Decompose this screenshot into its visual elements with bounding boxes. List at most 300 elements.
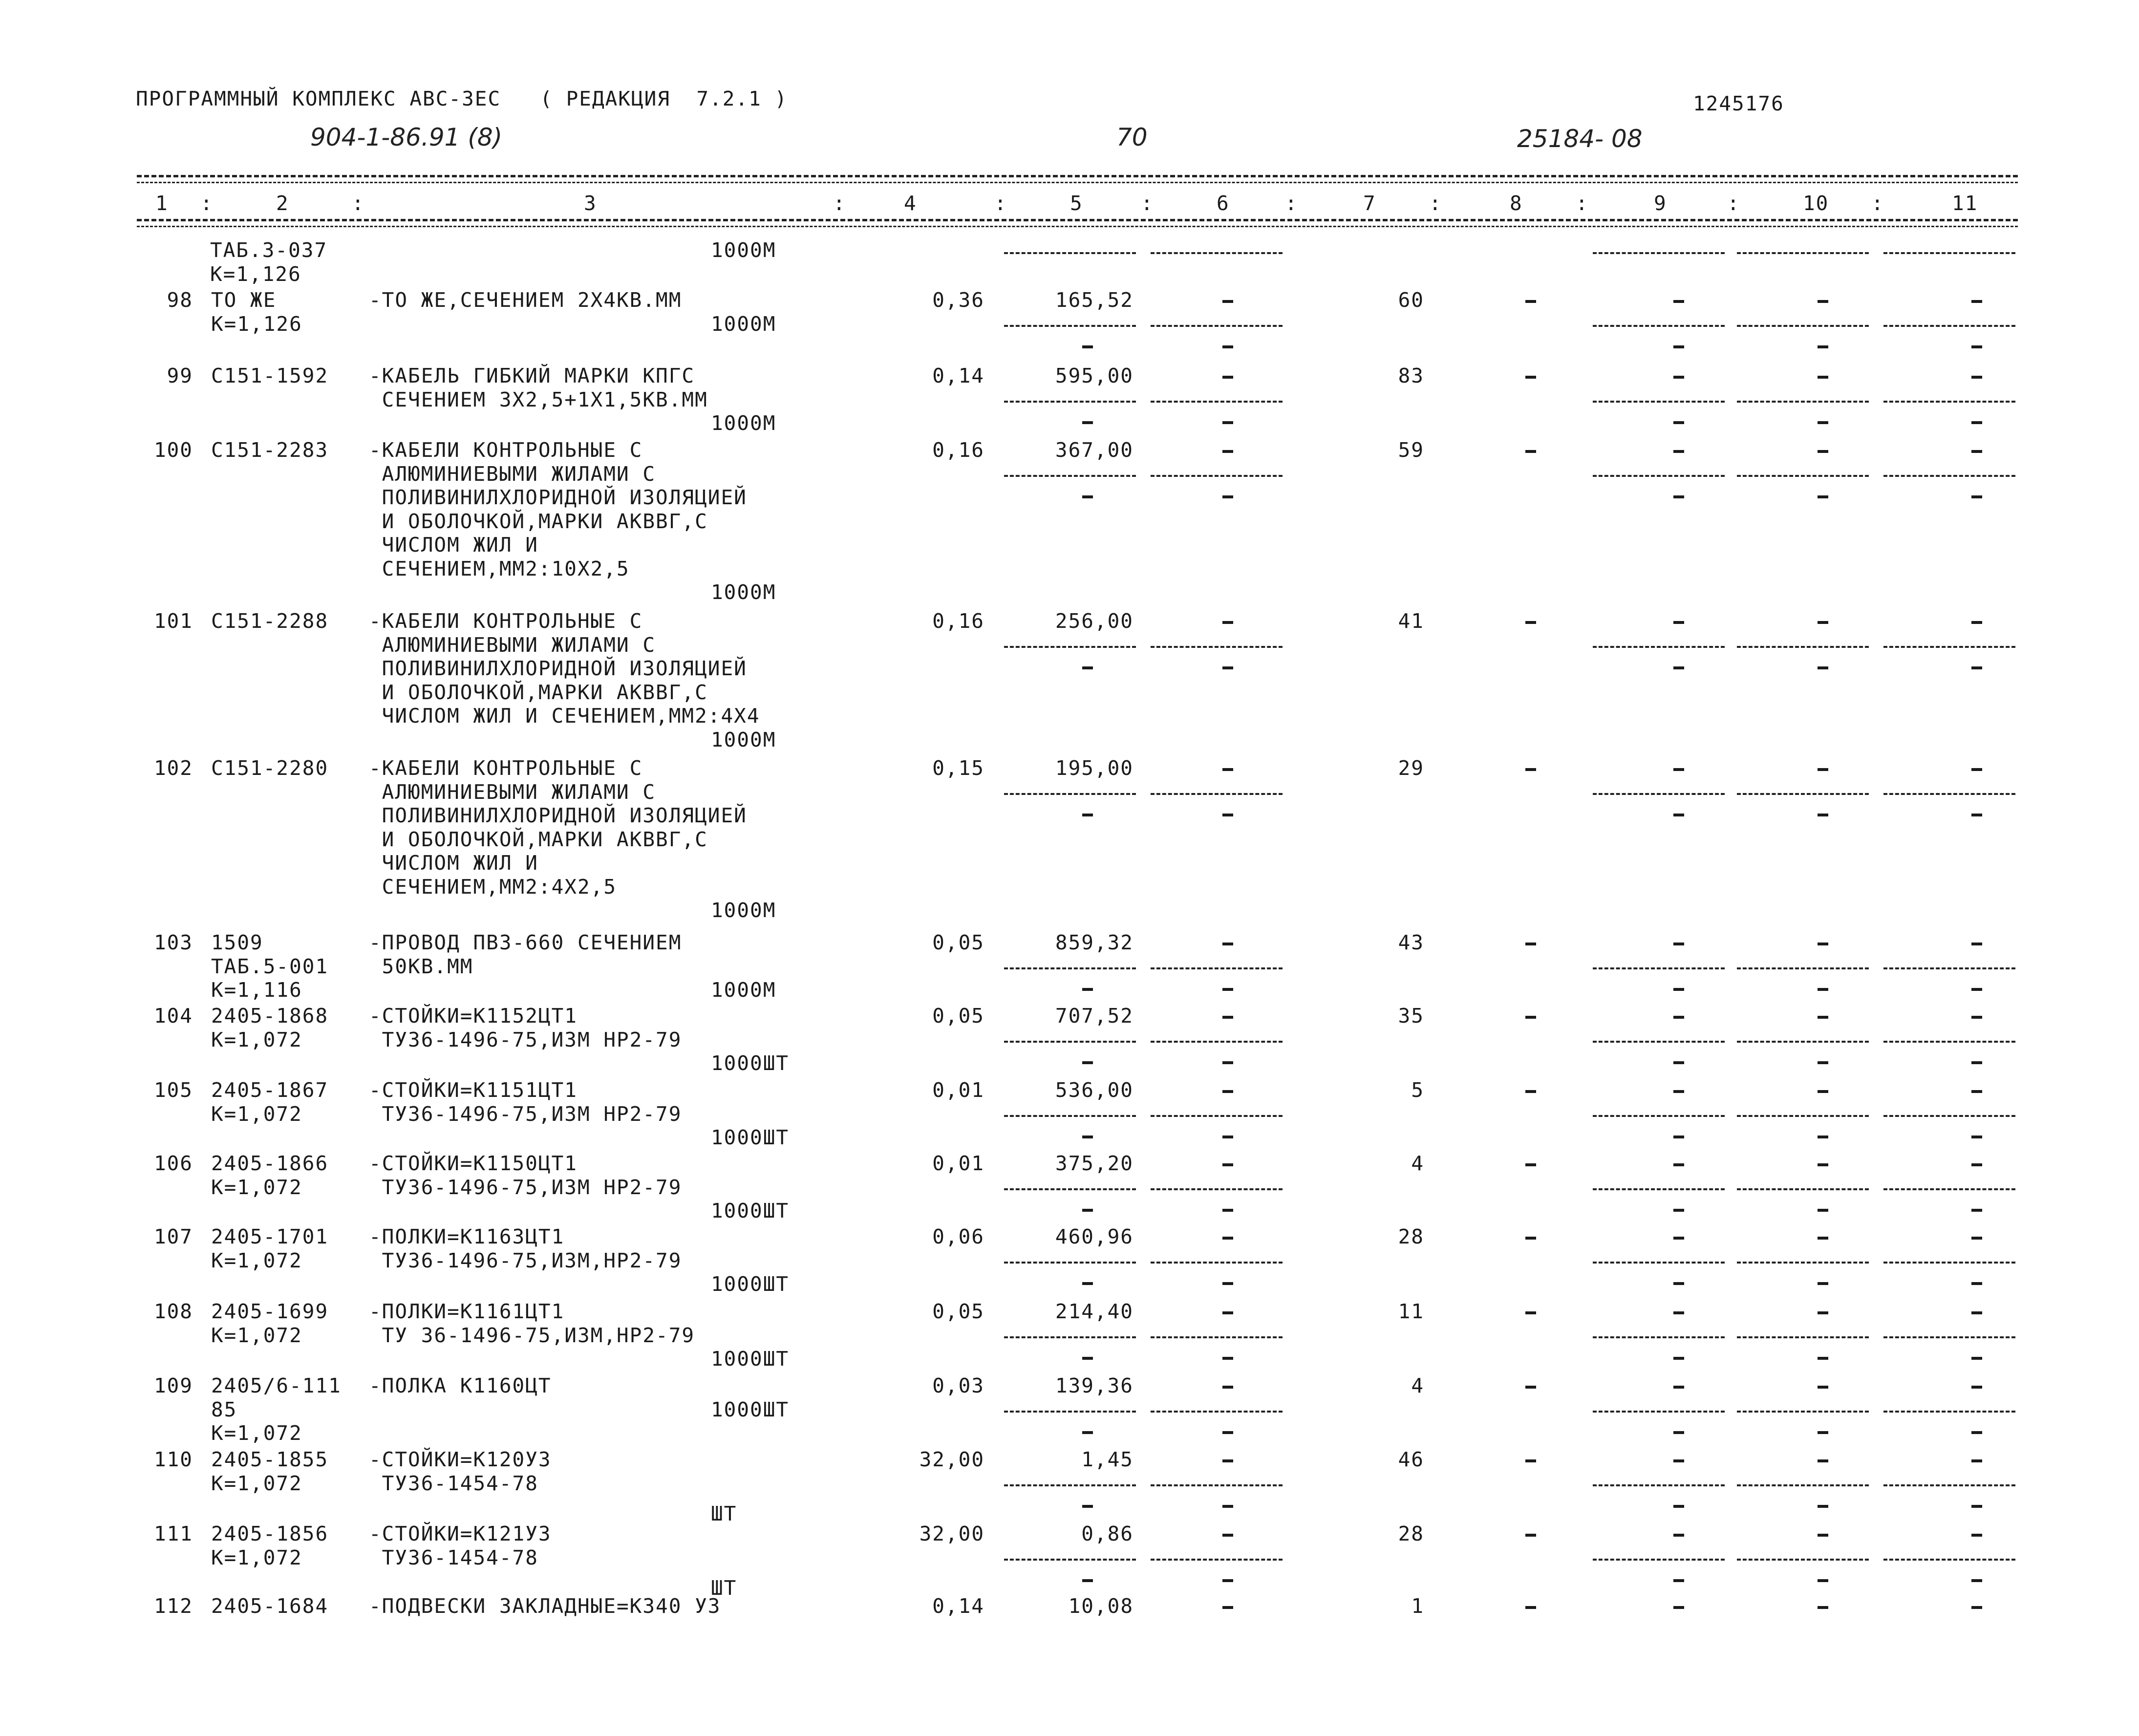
row-code: 2405-1699 xyxy=(211,1300,329,1323)
row-description: И ОБОЛОЧКОЙ,МАРКИ АКВВГ,С xyxy=(369,509,708,533)
line-col10 xyxy=(1737,401,1869,403)
dash-col8 xyxy=(1525,1237,1536,1240)
dash-col8 xyxy=(1525,621,1536,624)
line-col10 xyxy=(1737,1115,1869,1117)
dash-col8 xyxy=(1525,450,1536,453)
line-col5 xyxy=(1004,475,1136,477)
line-col9 xyxy=(1593,325,1725,327)
dash-col6-sub xyxy=(1222,1136,1233,1138)
row-code: С151-2288 xyxy=(211,609,329,633)
dash-col9-sub xyxy=(1673,666,1684,669)
column-header-2: 2 xyxy=(276,192,289,215)
value-col4: 0,01 xyxy=(932,1078,984,1102)
row-description: АЛЮМИНИЕВЫМИ ЖИЛАМИ С xyxy=(369,633,656,657)
header-rule-bottom-2 xyxy=(137,226,2018,227)
row-unit: 1000М xyxy=(711,978,776,1002)
reference-number: 25184- 08 xyxy=(1517,125,1643,153)
dash-col10-sub xyxy=(1818,345,1828,348)
line-col5 xyxy=(1004,401,1136,403)
value-col7: 11 xyxy=(1398,1300,1424,1323)
value-col7: 4 xyxy=(1411,1152,1424,1175)
dash-col5-sub xyxy=(1082,1136,1093,1138)
dash-col5-sub xyxy=(1082,1061,1093,1064)
dash-col6-sub xyxy=(1222,666,1233,669)
carry-line-c10 xyxy=(1737,252,1869,254)
dash-col9 xyxy=(1673,1606,1684,1609)
dash-col5-sub xyxy=(1082,1505,1093,1508)
dash-col5-sub xyxy=(1082,1431,1093,1434)
column-separator: : xyxy=(833,192,846,215)
dash-col6 xyxy=(1222,300,1233,303)
line-col5 xyxy=(1004,1188,1136,1190)
value-col4: 0,14 xyxy=(932,1594,984,1618)
dash-col11 xyxy=(1971,1606,1982,1609)
carry-code: ТАБ.3-037 xyxy=(210,238,328,262)
dash-col10-sub xyxy=(1818,1505,1828,1508)
header-rule-top-2 xyxy=(137,182,2018,183)
dash-col9-sub xyxy=(1673,1061,1684,1064)
row-description: ПОЛИВИНИЛХЛОРИДНОЙ ИЗОЛЯЦИЕЙ xyxy=(369,804,747,827)
dash-col8 xyxy=(1525,943,1536,945)
row-number: 112 xyxy=(153,1594,193,1618)
dash-col9 xyxy=(1673,376,1684,379)
value-col5: 707,52 xyxy=(1055,1004,1134,1028)
dash-col11 xyxy=(1971,1311,1982,1314)
row-description: ТУ36-1496-75,ИЗМ НР2-79 xyxy=(369,1102,682,1126)
dash-col6 xyxy=(1222,1534,1233,1537)
line-col9 xyxy=(1593,475,1725,477)
line-col6 xyxy=(1151,1411,1283,1413)
line-col10 xyxy=(1737,1484,1869,1486)
line-col10 xyxy=(1737,1559,1869,1561)
row-description: -КАБЕЛИ КОНТРОЛЬНЫЕ С xyxy=(369,438,643,462)
row-unit: 1000ШТ xyxy=(711,1347,790,1371)
dash-col9 xyxy=(1673,1311,1684,1314)
value-col7: 1 xyxy=(1411,1594,1424,1618)
dash-col6 xyxy=(1222,768,1233,771)
row-description: -СТОЙКИ=К1152ЦТ1 xyxy=(369,1004,578,1028)
value-col4: 0,05 xyxy=(932,1300,984,1323)
dash-col11-sub xyxy=(1971,1505,1982,1508)
line-col10 xyxy=(1737,1336,1869,1338)
dash-col5-sub xyxy=(1082,495,1093,498)
row-number: 98 xyxy=(167,288,193,312)
page-number: 70 xyxy=(1116,123,1148,151)
row-code: К=1,126 xyxy=(211,312,302,336)
dash-col8 xyxy=(1525,376,1536,379)
dash-col9-sub xyxy=(1673,1209,1684,1212)
line-col9 xyxy=(1593,1411,1725,1413)
line-col5 xyxy=(1004,1336,1136,1338)
carry-coeff: К=1,126 xyxy=(210,262,301,286)
row-code: 2405-1684 xyxy=(211,1594,329,1618)
dash-col11-sub xyxy=(1971,1061,1982,1064)
row-unit: 1000М xyxy=(711,411,776,435)
column-separator: : xyxy=(200,192,214,215)
dash-col5-sub xyxy=(1082,988,1093,991)
dash-col9 xyxy=(1673,621,1684,624)
dash-col8 xyxy=(1525,1163,1536,1166)
dash-col9-sub xyxy=(1673,1505,1684,1508)
row-description: ТУ36-1454-78 xyxy=(369,1545,538,1569)
dash-col5-sub xyxy=(1082,421,1093,424)
line-col11 xyxy=(1883,1188,2015,1190)
dash-col6 xyxy=(1222,450,1233,453)
value-col5: 595,00 xyxy=(1055,364,1134,387)
dash-col10 xyxy=(1818,1016,1828,1019)
dash-col11 xyxy=(1971,1386,1982,1389)
row-description: -ПОЛКА К1160ЦТ xyxy=(369,1374,552,1397)
value-col5: 214,40 xyxy=(1055,1300,1134,1323)
dash-col6 xyxy=(1222,621,1233,624)
value-col7: 28 xyxy=(1398,1225,1424,1248)
dash-col10-sub xyxy=(1818,666,1828,669)
dash-col6 xyxy=(1222,1090,1233,1093)
row-code: ТАБ.5-001 xyxy=(211,954,329,978)
line-col9 xyxy=(1593,401,1725,403)
dash-col6-sub xyxy=(1222,345,1233,348)
row-description: -КАБЕЛИ КОНТРОЛЬНЫЕ С xyxy=(369,609,643,633)
column-separator: : xyxy=(1576,192,1589,215)
line-col6 xyxy=(1151,325,1283,327)
dash-col11-sub xyxy=(1971,1136,1982,1138)
carry-line-c9 xyxy=(1593,252,1725,254)
dash-col10-sub xyxy=(1818,421,1828,424)
line-col5 xyxy=(1004,1262,1136,1264)
column-separator: : xyxy=(1141,192,1154,215)
dash-col11 xyxy=(1971,450,1982,453)
row-code: 2405-1867 xyxy=(211,1078,329,1102)
row-description: ЧИСЛОМ ЖИЛ И СЕЧЕНИЕМ,ММ2:4Х4 xyxy=(369,704,760,728)
dash-col8 xyxy=(1525,1459,1536,1462)
dash-col10-sub xyxy=(1818,1136,1828,1138)
value-col5: 165,52 xyxy=(1055,288,1134,312)
line-col5 xyxy=(1004,325,1136,327)
program-title: ПРОГРАММНЫЙ КОМПЛЕКС АВС-3ЕС ( РЕДАКЦИЯ 7.2.1 ) xyxy=(136,87,788,110)
row-description: -СТОЙКИ=К1150ЦТ1 xyxy=(369,1152,578,1175)
dash-col6 xyxy=(1222,943,1233,945)
line-col11 xyxy=(1883,1336,2015,1338)
row-description: ЧИСЛОМ ЖИЛ И xyxy=(369,851,538,875)
line-col9 xyxy=(1593,1336,1725,1338)
value-col7: 5 xyxy=(1411,1078,1424,1102)
value-col7: 35 xyxy=(1398,1004,1424,1028)
line-col6 xyxy=(1151,1262,1283,1264)
dash-col8 xyxy=(1525,1534,1536,1537)
value-col5: 0,86 xyxy=(1081,1522,1134,1545)
line-col11 xyxy=(1883,1559,2015,1561)
line-col10 xyxy=(1737,475,1869,477)
dash-col9 xyxy=(1673,1090,1684,1093)
column-header-7: 7 xyxy=(1363,192,1376,215)
dash-col8 xyxy=(1525,1311,1536,1314)
dash-col10-sub xyxy=(1818,495,1828,498)
row-number: 99 xyxy=(167,364,193,387)
row-number: 105 xyxy=(153,1078,193,1102)
line-col10 xyxy=(1737,1188,1869,1190)
column-header-10: 10 xyxy=(1803,192,1829,215)
header-rule-bottom xyxy=(137,219,2018,221)
dash-col9-sub xyxy=(1673,1431,1684,1434)
dash-col8 xyxy=(1525,1090,1536,1093)
value-col5: 139,36 xyxy=(1055,1374,1134,1397)
line-col10 xyxy=(1737,793,1869,795)
dash-col10 xyxy=(1818,1237,1828,1240)
line-col11 xyxy=(1883,401,2015,403)
row-unit: 1000ШТ xyxy=(711,1272,790,1296)
line-col10 xyxy=(1737,646,1869,648)
row-description: ТУ36-1496-75,ИЗМ НР2-79 xyxy=(369,1028,682,1051)
dash-col10 xyxy=(1818,450,1828,453)
dash-col6 xyxy=(1222,1016,1233,1019)
value-col7: 43 xyxy=(1398,931,1424,954)
line-col6 xyxy=(1151,1336,1283,1338)
carry-line-c6 xyxy=(1151,252,1283,254)
line-col5 xyxy=(1004,967,1136,969)
dash-col11 xyxy=(1971,1237,1982,1240)
column-header-3: 3 xyxy=(584,192,597,215)
row-description: -ПОДВЕСКИ ЗАКЛАДНЫЕ=К340 У3 xyxy=(369,1594,721,1618)
dash-col10 xyxy=(1818,768,1828,771)
column-header-4: 4 xyxy=(904,192,917,215)
row-number: 107 xyxy=(153,1225,193,1248)
row-description: 50КВ.ММ xyxy=(369,954,473,978)
dash-col9 xyxy=(1673,1459,1684,1462)
value-col7: 83 xyxy=(1398,364,1424,387)
line-col11 xyxy=(1883,1041,2015,1043)
row-number: 108 xyxy=(153,1300,193,1323)
value-col4: 0,06 xyxy=(932,1225,984,1248)
line-col6 xyxy=(1151,967,1283,969)
line-col11 xyxy=(1883,1411,2015,1413)
row-number: 109 xyxy=(153,1374,193,1397)
row-description: СЕЧЕНИЕМ,ММ2:10Х2,5 xyxy=(369,557,630,580)
row-description: -ПРОВОД ПВ3-660 СЕЧЕНИЕМ xyxy=(369,931,682,954)
dash-col11-sub xyxy=(1971,1282,1982,1285)
row-code: 2405-1868 xyxy=(211,1004,329,1028)
dash-col11 xyxy=(1971,1090,1982,1093)
row-unit: 1000М xyxy=(711,728,776,751)
dash-col6 xyxy=(1222,1386,1233,1389)
column-header-8: 8 xyxy=(1510,192,1523,215)
value-col4: 32,00 xyxy=(919,1522,984,1545)
dash-col10 xyxy=(1818,1090,1828,1093)
dash-col6-sub xyxy=(1222,1209,1233,1212)
dash-col9-sub xyxy=(1673,1357,1684,1360)
value-col7: 41 xyxy=(1398,609,1424,633)
value-col5: 460,96 xyxy=(1055,1225,1134,1248)
column-separator: : xyxy=(1727,192,1740,215)
value-col4: 0,36 xyxy=(932,288,984,312)
row-unit: 1000ШТ xyxy=(711,1199,790,1222)
row-description: ПОЛИВИНИЛХЛОРИДНОЙ ИЗОЛЯЦИЕЙ xyxy=(369,657,747,680)
line-col10 xyxy=(1737,1411,1869,1413)
dash-col6-sub xyxy=(1222,1061,1233,1064)
dash-col11-sub xyxy=(1971,666,1982,669)
dash-col11 xyxy=(1971,943,1982,945)
row-description: -ПОЛКИ=К1161ЦТ1 xyxy=(369,1300,565,1323)
column-separator: : xyxy=(352,192,365,215)
dash-col11-sub xyxy=(1971,1579,1982,1582)
value-col4: 0,14 xyxy=(932,364,984,387)
line-col5 xyxy=(1004,646,1136,648)
line-col5 xyxy=(1004,1484,1136,1486)
dash-col6-sub xyxy=(1222,1431,1233,1434)
dash-col11 xyxy=(1971,768,1982,771)
line-col10 xyxy=(1737,1041,1869,1043)
row-description: АЛЮМИНИЕВЫМИ ЖИЛАМИ С xyxy=(369,462,656,486)
line-col11 xyxy=(1883,967,2015,969)
column-separator: : xyxy=(1429,192,1442,215)
dash-col6-sub xyxy=(1222,1505,1233,1508)
line-col10 xyxy=(1737,967,1869,969)
dash-col11-sub xyxy=(1971,421,1982,424)
dash-col9-sub xyxy=(1673,1136,1684,1138)
line-col6 xyxy=(1151,1188,1283,1190)
dash-col10-sub xyxy=(1818,814,1828,816)
line-col10 xyxy=(1737,1262,1869,1264)
dash-col9 xyxy=(1673,768,1684,771)
line-col6 xyxy=(1151,793,1283,795)
row-code: К=1,072 xyxy=(211,1323,302,1347)
row-unit: 1000М xyxy=(711,312,776,336)
row-unit: ШТ xyxy=(711,1502,737,1525)
dash-col8 xyxy=(1525,1606,1536,1609)
row-description: ЧИСЛОМ ЖИЛ И xyxy=(369,533,538,557)
dash-col6-sub xyxy=(1222,1579,1233,1582)
dash-col8 xyxy=(1525,1386,1536,1389)
value-col4: 0,05 xyxy=(932,931,984,954)
row-number: 110 xyxy=(153,1448,193,1471)
row-code: 85 xyxy=(211,1397,237,1421)
dash-col6-sub xyxy=(1222,1357,1233,1360)
dash-col6 xyxy=(1222,1237,1233,1240)
dash-col10 xyxy=(1818,376,1828,379)
dash-col9 xyxy=(1673,1237,1684,1240)
row-number: 102 xyxy=(153,756,193,780)
value-col7: 4 xyxy=(1411,1374,1424,1397)
value-col5: 256,00 xyxy=(1055,609,1134,633)
line-col9 xyxy=(1593,1559,1725,1561)
row-description: ТУ36-1454-78 xyxy=(369,1471,538,1495)
dash-col6 xyxy=(1222,1459,1233,1462)
dash-col10 xyxy=(1818,943,1828,945)
row-description: АЛЮМИНИЕВЫМИ ЖИЛАМИ С xyxy=(369,780,656,804)
column-separator: : xyxy=(1285,192,1298,215)
dash-col5-sub xyxy=(1082,1209,1093,1212)
dash-col10-sub xyxy=(1818,1209,1828,1212)
dash-col11-sub xyxy=(1971,1431,1982,1434)
carry-line-c11 xyxy=(1883,252,2015,254)
dash-col10-sub xyxy=(1818,1579,1828,1582)
dash-col9-sub xyxy=(1673,1282,1684,1285)
line-col9 xyxy=(1593,1188,1725,1190)
row-description: ТУ 36-1496-75,ИЗМ,НР2-79 xyxy=(369,1323,695,1347)
dash-col10 xyxy=(1818,300,1828,303)
dash-col9-sub xyxy=(1673,814,1684,816)
dash-col11-sub xyxy=(1971,1357,1982,1360)
line-col9 xyxy=(1593,646,1725,648)
value-col5: 195,00 xyxy=(1055,756,1134,780)
value-col7: 29 xyxy=(1398,756,1424,780)
column-header-11: 11 xyxy=(1952,192,1978,215)
line-col9 xyxy=(1593,1484,1725,1486)
value-col5: 10,08 xyxy=(1068,1594,1134,1618)
row-description: -СТОЙКИ=К1151ЦТ1 xyxy=(369,1078,578,1102)
row-code: 2405/6-111 xyxy=(211,1374,342,1397)
row-description: И ОБОЛОЧКОЙ,МАРКИ АКВВГ,С xyxy=(369,680,708,704)
dash-col11-sub xyxy=(1971,814,1982,816)
dash-col6 xyxy=(1222,376,1233,379)
row-code: К=1,072 xyxy=(211,1175,302,1199)
dash-col5-sub xyxy=(1082,666,1093,669)
row-code: К=1,072 xyxy=(211,1028,302,1051)
dash-col11-sub xyxy=(1971,1209,1982,1212)
row-code: С151-2283 xyxy=(211,438,329,462)
row-description: СЕЧЕНИЕМ 3Х2,5+1Х1,5КВ.ММ xyxy=(369,387,708,411)
dash-col9 xyxy=(1673,943,1684,945)
row-unit: 1000ШТ xyxy=(711,1051,790,1075)
dash-col6-sub xyxy=(1222,1282,1233,1285)
line-col11 xyxy=(1883,325,2015,327)
row-code: 2405-1856 xyxy=(211,1522,329,1545)
row-number: 104 xyxy=(153,1004,193,1028)
row-code: К=1,072 xyxy=(211,1248,302,1272)
row-unit: ШТ xyxy=(711,1576,737,1600)
value-col5: 859,32 xyxy=(1055,931,1134,954)
line-col5 xyxy=(1004,1559,1136,1561)
line-col9 xyxy=(1593,793,1725,795)
dash-col6-sub xyxy=(1222,421,1233,424)
line-col6 xyxy=(1151,1484,1283,1486)
dash-col11 xyxy=(1971,1534,1982,1537)
dash-col11 xyxy=(1971,1163,1982,1166)
dash-col6 xyxy=(1222,1163,1233,1166)
row-description: И ОБОЛОЧКОЙ,МАРКИ АКВВГ,С xyxy=(369,827,708,851)
row-unit: 1000ШТ xyxy=(711,1397,790,1421)
value-col4: 0,16 xyxy=(932,438,984,462)
row-code: С151-2280 xyxy=(211,756,329,780)
dash-col11 xyxy=(1971,1016,1982,1019)
dash-col10-sub xyxy=(1818,1357,1828,1360)
value-col5: 367,00 xyxy=(1055,438,1134,462)
line-col9 xyxy=(1593,1262,1725,1264)
row-code: ТО ЖЕ xyxy=(211,288,277,312)
line-col11 xyxy=(1883,646,2015,648)
carry-line-c5 xyxy=(1004,252,1136,254)
header-rule-top xyxy=(137,175,2018,177)
column-header-9: 9 xyxy=(1654,192,1667,215)
value-col7: 59 xyxy=(1398,438,1424,462)
value-col4: 0,01 xyxy=(932,1152,984,1175)
column-header-1: 1 xyxy=(155,192,169,215)
line-col11 xyxy=(1883,1262,2015,1264)
line-col9 xyxy=(1593,967,1725,969)
row-code: К=1,072 xyxy=(211,1421,302,1445)
dash-col10 xyxy=(1818,1386,1828,1389)
dash-col9 xyxy=(1673,1386,1684,1389)
line-col6 xyxy=(1151,475,1283,477)
line-col6 xyxy=(1151,1041,1283,1043)
value-col7: 46 xyxy=(1398,1448,1424,1471)
line-col5 xyxy=(1004,1041,1136,1043)
line-col11 xyxy=(1883,1115,2015,1117)
dash-col10 xyxy=(1818,1459,1828,1462)
value-col4: 0,03 xyxy=(932,1374,984,1397)
dash-col10 xyxy=(1818,621,1828,624)
value-col5: 1,45 xyxy=(1081,1448,1134,1471)
line-col6 xyxy=(1151,1115,1283,1117)
